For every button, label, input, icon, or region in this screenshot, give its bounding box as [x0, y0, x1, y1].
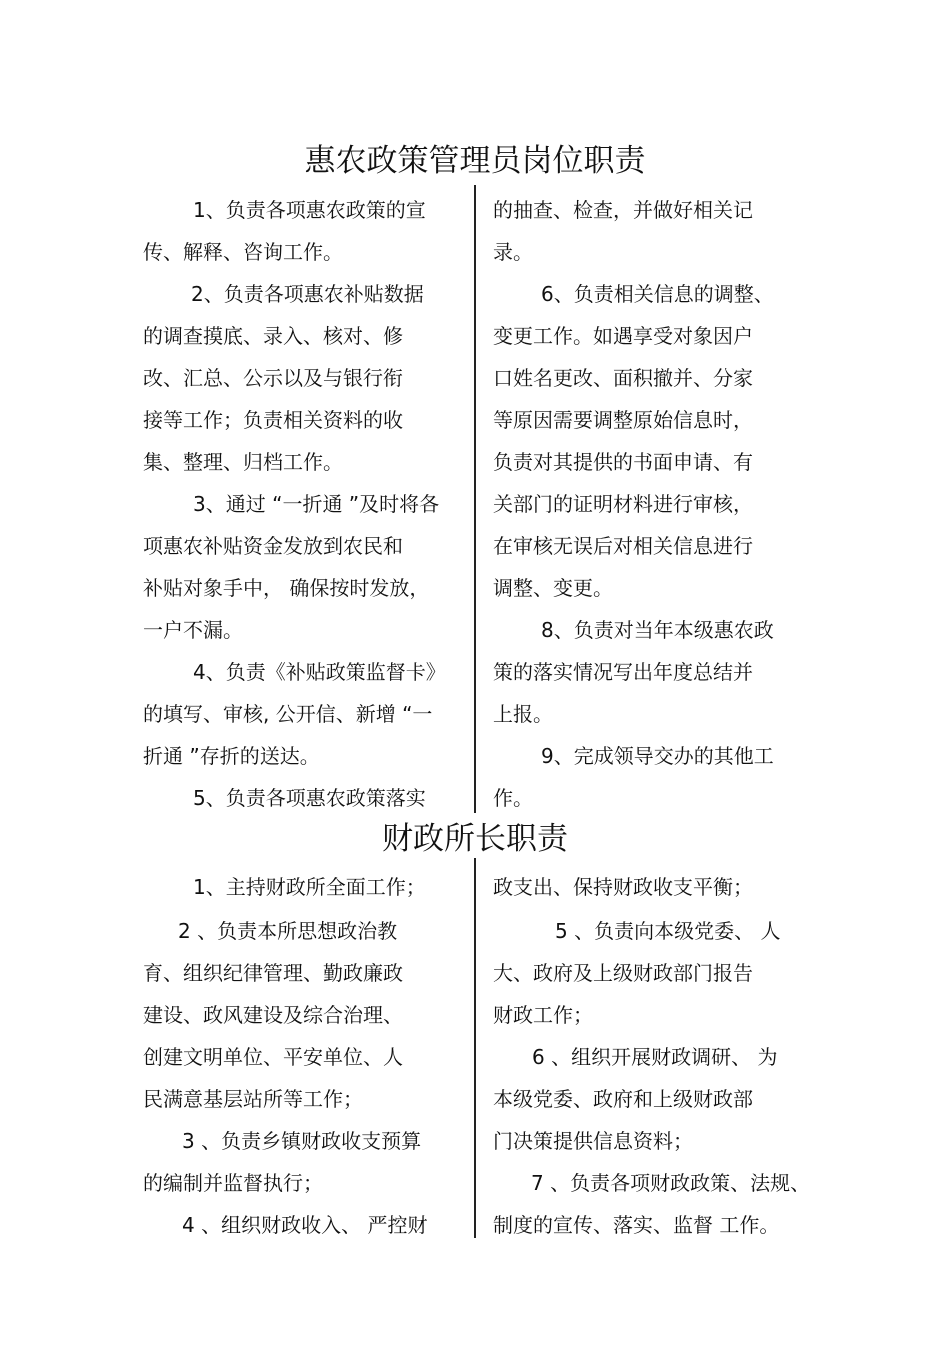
text-line: 5、负责各项惠农政策落实: [193, 786, 426, 810]
text-line: 负责对其提供的书面申请、有: [493, 450, 753, 474]
text-line: 大、政府及上级财政部门报告: [493, 961, 753, 985]
text-line: 折通 ”存折的送达。: [143, 744, 320, 768]
text-line: 变更工作。如遇享受对象因户: [493, 324, 753, 348]
text-line: 制度的宣传、落实、监督 工作。: [493, 1213, 780, 1237]
text-line: 7 、负责各项财政政策、法规、: [531, 1171, 811, 1195]
text-line: 4 、组织财政收入、 严控财: [182, 1213, 428, 1237]
text-line: 上报。: [493, 702, 553, 726]
text-line: 财政工作；: [493, 1003, 593, 1027]
text-line: 3、通过 “一折通 ”及时将各: [193, 492, 440, 516]
column-divider-2: [474, 858, 476, 1238]
text-line: 本级党委、政府和上级财政部: [493, 1087, 753, 1111]
text-line: 4、负责《补贴政策监督卡》: [193, 660, 446, 684]
text-line: 录。: [493, 240, 533, 264]
text-line: 建设、政风建设及综合治理、: [143, 1003, 403, 1027]
text-line: 民满意基层站所等工作；: [143, 1087, 363, 1111]
text-line: 6 、组织开展财政调研、 为: [532, 1045, 778, 1069]
text-line: 3 、负责乡镇财政收支预算: [182, 1129, 422, 1153]
section-2-title: 财政所长职责: [382, 821, 568, 857]
text-line: 等原因需要调整原始信息时，: [493, 408, 753, 432]
text-line: 项惠农补贴资金发放到农民和: [143, 534, 403, 558]
text-line: 关部门的证明材料进行审核，: [493, 492, 753, 516]
text-line: 接等工作；负责相关资料的收: [143, 408, 403, 432]
text-line: 一户不漏。: [143, 618, 243, 642]
text-line: 2 、负责本所思想政治教: [178, 919, 398, 943]
text-line: 的填写、审核, 公开信、新增 “一: [143, 702, 433, 726]
text-line: 8、负责对当年本级惠农政: [541, 618, 774, 642]
text-line: 1、负责各项惠农政策的宣: [193, 198, 426, 222]
text-line: 作。: [493, 786, 533, 810]
text-line: 5 、负责向本级党委、 人: [555, 919, 781, 943]
text-line: 的调查摸底、录入、核对、修: [143, 324, 403, 348]
text-line: 育、组织纪律管理、勤政廉政: [143, 961, 403, 985]
text-line: 的编制并监督执行；: [143, 1171, 323, 1195]
text-line: 门决策提供信息资料；: [493, 1129, 693, 1153]
text-line: 集、整理、归档工作。: [143, 450, 343, 474]
text-line: 在审核无误后对相关信息进行: [493, 534, 753, 558]
text-line: 调整、变更。: [493, 576, 613, 600]
text-line: 传、解释、咨询工作。: [143, 240, 343, 264]
text-line: 政支出、保持财政收支平衡；: [493, 875, 753, 899]
text-line: 2、负责各项惠农补贴数据: [191, 282, 424, 306]
text-line: 的抽查、检查，并做好相关记: [493, 198, 753, 222]
text-line: 9、完成领导交办的其他工: [541, 744, 774, 768]
column-divider-1: [474, 185, 476, 813]
text-line: 6、负责相关信息的调整、: [541, 282, 774, 306]
section-1-title: 惠农政策管理员岗位职责: [304, 143, 646, 179]
text-line: 1、主持财政所全面工作；: [193, 875, 426, 899]
text-line: 口姓名更改、面积撤并、分家: [493, 366, 753, 390]
text-line: 改、汇总、公示以及与银行衔: [143, 366, 403, 390]
text-line: 补贴对象手中， 确保按时发放，: [143, 576, 430, 600]
text-line: 策的落实情况写出年度总结并: [493, 660, 753, 684]
text-line: 创建文明单位、平安单位、人: [143, 1045, 403, 1069]
